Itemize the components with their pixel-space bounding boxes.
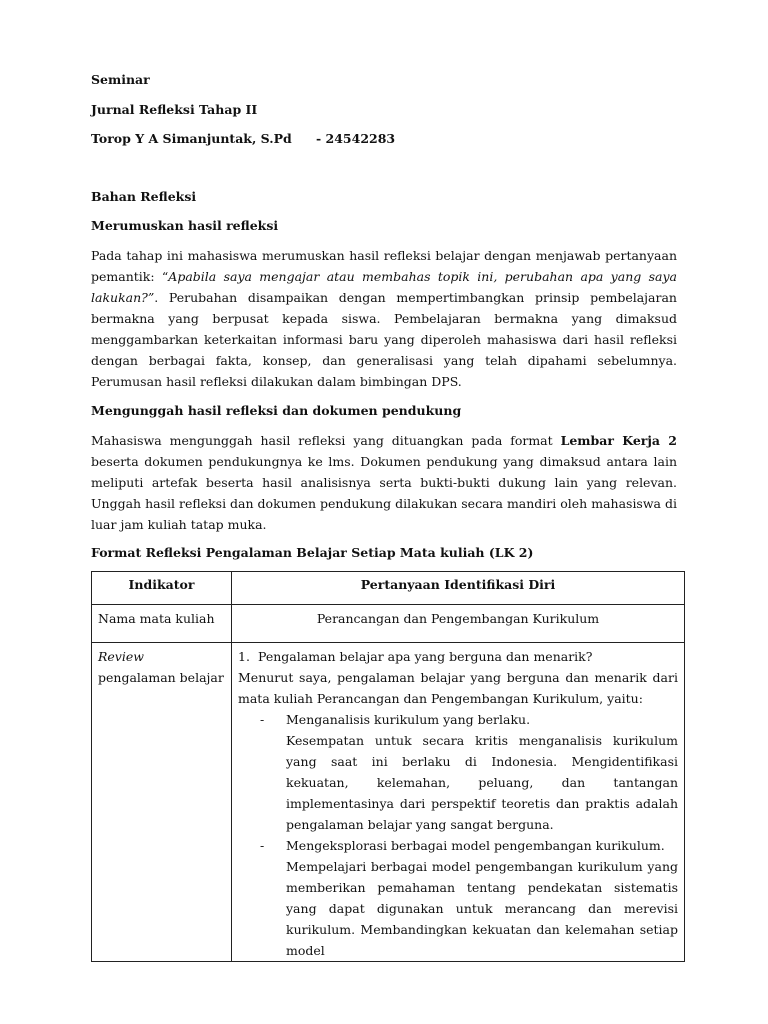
- row-value-review: [232, 643, 685, 962]
- paragraph-text: Pada tahap ini mahasiswa merumuskan hasil refleksi belajar dengan menjawab pertanyaan pemantik: “: [91, 248, 677, 284]
- table-header-row: [92, 572, 685, 605]
- subheading-mengunggah: Mengunggah hasil refleksi dan dokumen pendukung: [91, 403, 462, 418]
- col-header-pertanyaan: Pertanyaan Identifikasi Diri: [232, 572, 685, 605]
- paragraph-text: Mahasiswa mengunggah hasil refleksi yang dituangkan pada format: [91, 433, 561, 448]
- list-marker: -: [260, 838, 265, 853]
- row-value-course: Perancangan dan Pengembangan Kurikulum: [232, 605, 685, 643]
- guiding-question: Apabila saya mengajar atau membahas topik ini, perubahan apa yang saya lakukan?”: [91, 269, 677, 305]
- list-item-title: Mengeksplorasi berbagai model pengembangan kurikulum.: [286, 838, 665, 853]
- list-item: [238, 709, 678, 730]
- paragraph-mengunggah: [91, 430, 677, 535]
- paragraph-text: . Perubahan disampaikan dengan mempertimbangkan prinsip pembelajaran bermakna yang berpusat kepada siswa. Pembelajaran bermakna yang dimaksud menggambarkan keterkaitan informasi baru yang diperoleh mahasiswa dari hasil refleksi dengan berbagai fakta, konsep, dan generalisasi yang telah dipahami sebelumnya. Perumusan hasil refleksi dilakukan dalam bimbingan DPS.: [91, 290, 677, 389]
- table-row: [92, 605, 685, 643]
- question-text: Pengalaman belajar apa yang berguna dan menarik?: [258, 649, 593, 664]
- table-title: Format Refleksi Pengalaman Belajar Setiap Mata kuliah (LK 2): [91, 545, 534, 560]
- author-line: [91, 131, 396, 146]
- list-item-body: Mempelajari berbagai model pengembangan kurikulum yang memberikan pemahaman tentang pendekatan sistematis yang dapat digunakan untuk merancang dan merevisi kurikulum. Membandingkan kekuatan dan kelemahan setiap model: [286, 859, 678, 958]
- worksheet-name: Lembar Kerja 2: [560, 433, 677, 448]
- list-marker: -: [260, 712, 265, 727]
- review-label-rest: pengalaman belajar: [98, 670, 224, 685]
- author-name: Torop Y A Simanjuntak, S.Pd: [91, 131, 292, 146]
- answer-intro: Menurut saya, pengalaman belajar yang berguna dan menarik dari mata kuliah Perancangan dan Pengembangan Kurikulum, yaitu:: [238, 670, 678, 706]
- list-item-body: Kesempatan untuk secara kritis menganalisis kurikulum yang saat ini berlaku di Indonesia. Mengidentifikasi kekuatan, kelemahan, peluang, dan tantangan implementasinya dari perspektif teoretis dan praktis adalah pengalaman belajar yang sangat berguna.: [286, 733, 678, 832]
- review-word: Review: [98, 649, 144, 664]
- paragraph-text: beserta dokumen pendukungnya ke lms. Dokumen pendukung yang dimaksud antara lain meliputi artefak beserta hasil analisisnya serta bukti-bukti dukung lain yang relevan. Unggah hasil refleksi dan dokumen pendukung dilakukan secara mandiri oleh mahasiswa di luar jam kuliah tatap muka.: [91, 454, 677, 532]
- paragraph-merumuskan: [91, 245, 677, 392]
- question-item: [238, 646, 678, 667]
- list-item-title: Menganalisis kurikulum yang berlaku.: [286, 712, 531, 727]
- list-item: [238, 835, 678, 856]
- journal-title: Jurnal Refleksi Tahap II: [91, 102, 258, 117]
- row-label-course: Nama mata kuliah: [92, 605, 232, 643]
- col-header-indikator: Indikator: [92, 572, 232, 605]
- table-row: [92, 643, 685, 962]
- course-title: Seminar: [91, 72, 150, 87]
- section-heading-bahan-refleksi: Bahan Refleksi: [91, 189, 197, 204]
- question-number: 1.: [238, 649, 250, 664]
- reflection-table: [91, 571, 685, 962]
- subheading-merumuskan: Merumuskan hasil refleksi: [91, 218, 279, 233]
- row-label-review: [92, 643, 232, 962]
- author-id: - 24542283: [316, 131, 396, 146]
